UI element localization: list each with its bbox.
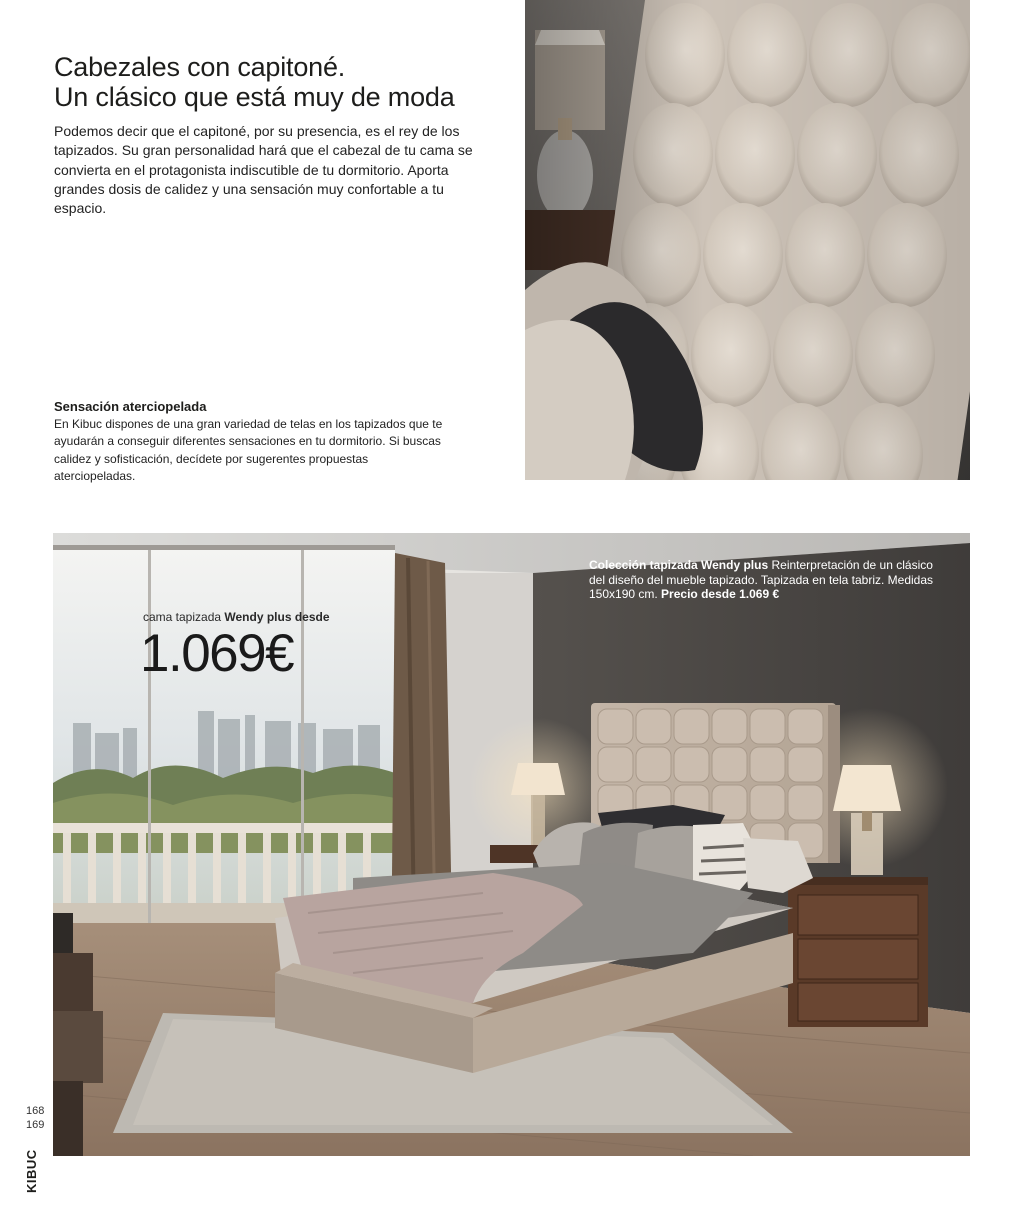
price-caption-prefix: cama tapizada [143,610,225,624]
headboard-tuft [788,747,823,782]
page-number-right: 169 [26,1119,45,1131]
page-title [54,52,514,112]
collection-caption [589,558,949,602]
headboard-photo [525,0,970,480]
headboard-tuft [750,709,785,744]
brand-logo: KIBUC [24,1149,39,1193]
headboard-tuft [598,747,633,782]
headboard-tuft [712,747,747,782]
collection-price: Precio desde 1.069 € [661,587,780,601]
headboard-tuft [712,709,747,744]
headboard-tuft [750,747,785,782]
page-number-left: 168 [26,1105,45,1117]
headboard-tuft [636,709,671,744]
collection-label: Colección tapizada Wendy plus [589,558,769,572]
title-line-1: Cabezales con capitoné. [54,52,346,82]
headboard-tuft [750,785,785,820]
page-numbers [26,1104,44,1132]
title-line-2: Un clásico que está muy de moda [54,82,455,112]
collection-description: Reinterpretación de un clásico del diseño del mueble tapizado. Tapizada en tela tabriz. Medidas 150x190 cm. [589,558,934,601]
price-caption [143,610,330,624]
price-value: 1.069€ [140,624,294,683]
headboard-tuft [674,747,709,782]
velvet-section-body: En Kibuc dispones de una gran variedad de telas en los tapizados que te ayudarán a conseguir diferentes sensaciones en tu dormitorio. Si buscas calidez y sofisticación, decídete por sugerentes propuestas aterciopeladas. [54,417,443,483]
headboard-illustration [525,0,970,480]
intro-paragraph: Podemos decir que el capitoné, por su presencia, es el rey de los tapizados. Su gran personalidad hará que el cabezal de tu cama se convierta en el protagonista indiscutible de tu dormitorio. Aporta grandes dosis de calidez y una sensación muy confortable a tu espacio. [54,123,473,217]
headboard-tuft [674,709,709,744]
price-caption-bold: Wendy plus desde [224,610,330,624]
velvet-section-title: Sensación aterciopelada [54,399,207,414]
headboard-tuft [636,747,671,782]
headboard-tuft [598,709,633,744]
headboard-tuft [788,785,823,820]
headboard-tuft [788,709,823,744]
